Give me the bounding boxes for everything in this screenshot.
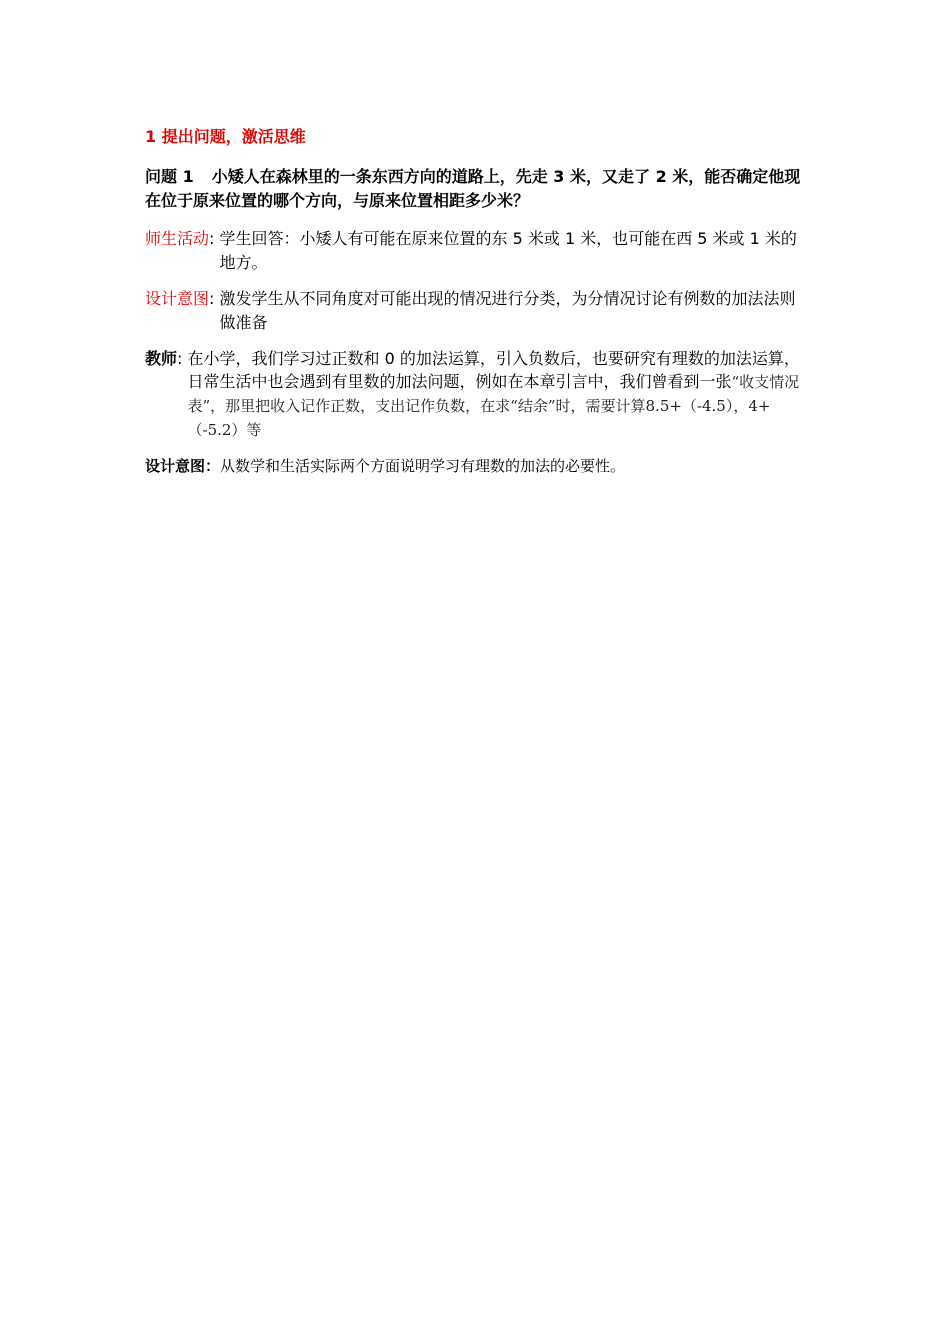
design-intent-text: 激发学生从不同角度对可能出现的情况进行分类，为分情况讨论有例数的加法法则做准备 (219, 289, 796, 332)
activity-label: 师生活动 (145, 229, 210, 248)
activity-text: 学生回答：小矮人有可能在原来位置的东 5 米或 1 米，也可能在西 5 米或 1 米的地方。 (219, 229, 797, 272)
design-intent-final-paragraph (145, 454, 810, 478)
question-text: 小矮人在森林里的一条东西方向的道路上，先走 3 米，又走了 2 米，能否确定他现在位于原来位置的哪个方向，与原来位置相距多少米？ (145, 167, 801, 210)
design-intent-paragraph (145, 287, 810, 335)
activity-colon: : (209, 229, 220, 248)
teacher-paragraph (145, 347, 810, 442)
design-intent-final-label: 设计意图： (145, 457, 221, 475)
teacher-text (188, 347, 811, 442)
teacher-text-serif: “收支情况表”，那里把收入记作正数，支出记作负数，在求“结余”时，需要计算8.5+（-4.5），4+（-5.2）等 (187, 373, 800, 439)
teacher-text-main: 在小学，我们学习过正数和 0 的加法运算，引入负数后，也要研究有理数的加法运算，日常生活中也会遇到有里数的加法问题，例如在本章引言中，我们曾看到一张 (187, 349, 800, 391)
document-page (145, 125, 810, 478)
design-intent-label: 设计意图 (145, 289, 210, 308)
teacher-label: 教师 (145, 349, 178, 368)
teacher-colon: : (177, 349, 188, 368)
design-intent-final-text: 从数学和生活实际两个方面说明学习有理数的加法的必要性。 (220, 457, 626, 475)
design-intent-colon: : (209, 289, 220, 308)
question-paragraph (145, 165, 810, 213)
activity-paragraph (145, 227, 810, 275)
question-label: 问题 1 (145, 167, 194, 186)
section-heading: 1 提出问题，激活思维 (145, 127, 306, 146)
